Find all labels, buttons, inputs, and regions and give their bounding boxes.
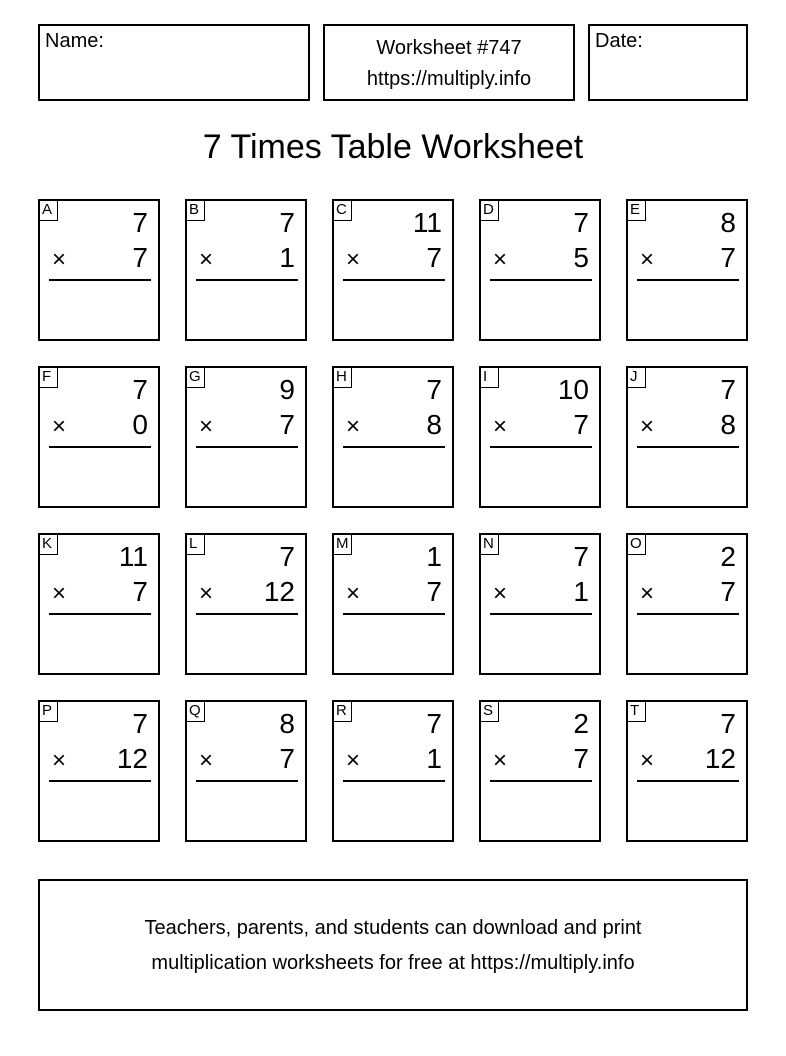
answer-line	[49, 446, 151, 448]
problem-card-e	[626, 199, 748, 341]
answer-line	[49, 780, 151, 782]
problem-card-q	[185, 700, 307, 842]
problem-letter: G	[187, 368, 205, 388]
problem-letter: L	[187, 535, 205, 555]
multiplicand: 7	[426, 708, 442, 739]
multiplicand: 1	[426, 541, 442, 572]
multiplier: 1	[279, 242, 295, 273]
problem-letter: R	[334, 702, 352, 722]
multiplicand: 8	[720, 207, 736, 238]
date-field-box	[588, 24, 748, 101]
multiplier: 7	[132, 242, 148, 273]
multiplicand: 2	[573, 708, 589, 739]
times-sign: ×	[640, 747, 655, 774]
problem-card-t	[626, 700, 748, 842]
name-field-box	[38, 24, 310, 101]
answer-line	[49, 613, 151, 615]
problem-card-k	[38, 533, 160, 675]
times-sign: ×	[493, 413, 508, 440]
problem-letter: K	[40, 535, 58, 555]
multiplicand: 11	[412, 207, 442, 238]
answer-line	[637, 613, 739, 615]
times-sign: ×	[493, 246, 508, 273]
multiplier: 7	[426, 576, 442, 607]
problem-card-b	[185, 199, 307, 341]
multiplier: 7	[426, 242, 442, 273]
multiplier: 12	[704, 743, 736, 774]
answer-line	[490, 446, 592, 448]
footer-line-1: Teachers, parents, and students can download and print	[144, 917, 642, 939]
answer-line	[490, 279, 592, 281]
worksheet-info-box	[323, 24, 575, 101]
times-sign: ×	[640, 413, 655, 440]
problem-card-c	[332, 199, 454, 341]
multiplier: 7	[573, 743, 589, 774]
answer-line	[490, 780, 592, 782]
problem-card-m	[332, 533, 454, 675]
times-sign: ×	[199, 413, 214, 440]
answer-line	[637, 446, 739, 448]
multiplicand: 9	[279, 374, 295, 405]
answer-line	[196, 780, 298, 782]
answer-line	[490, 613, 592, 615]
footer-box	[38, 879, 748, 1011]
multiplier: 7	[132, 576, 148, 607]
problem-letter: O	[628, 535, 646, 555]
multiplier: 12	[263, 576, 295, 607]
multiplier: 1	[426, 743, 442, 774]
times-sign: ×	[493, 580, 508, 607]
times-sign: ×	[640, 580, 655, 607]
answer-line	[196, 613, 298, 615]
multiplier: 7	[279, 409, 295, 440]
times-sign: ×	[346, 246, 361, 273]
problem-card-n	[479, 533, 601, 675]
multiplicand: 7	[132, 374, 148, 405]
problem-letter: E	[628, 201, 646, 221]
answer-line	[343, 780, 445, 782]
multiplier: 5	[573, 242, 589, 273]
multiplicand: 11	[118, 541, 148, 572]
multiplier: 7	[573, 409, 589, 440]
multiplicand: 7	[132, 207, 148, 238]
multiplicand: 2	[720, 541, 736, 572]
problem-card-f	[38, 366, 160, 508]
answer-line	[343, 446, 445, 448]
multiplier: 0	[132, 409, 148, 440]
multiplicand: 10	[557, 374, 589, 405]
problem-letter: N	[481, 535, 499, 555]
times-sign: ×	[493, 747, 508, 774]
multiplicand: 8	[279, 708, 295, 739]
times-sign: ×	[346, 413, 361, 440]
page-title: 7 Times Table Worksheet	[202, 128, 584, 166]
answer-line	[343, 279, 445, 281]
problem-card-d	[479, 199, 601, 341]
date-label: Date:	[595, 30, 643, 52]
problem-letter: S	[481, 702, 499, 722]
problem-card-j	[626, 366, 748, 508]
problem-letter: F	[40, 368, 58, 388]
footer-line-2: multiplication worksheets for free at https://multiply.info	[151, 952, 635, 974]
problem-card-i	[479, 366, 601, 508]
multiplicand: 7	[132, 708, 148, 739]
multiplier: 7	[279, 743, 295, 774]
problem-letter: C	[334, 201, 352, 221]
times-sign: ×	[346, 580, 361, 607]
multiplicand: 7	[573, 207, 589, 238]
times-sign: ×	[52, 246, 67, 273]
multiplicand: 7	[426, 374, 442, 405]
times-sign: ×	[199, 580, 214, 607]
site-url: https://multiply.info	[366, 68, 532, 90]
times-sign: ×	[199, 747, 214, 774]
times-sign: ×	[346, 747, 361, 774]
answer-line	[343, 613, 445, 615]
answer-line	[196, 446, 298, 448]
problem-card-s	[479, 700, 601, 842]
problem-letter: D	[481, 201, 499, 221]
multiplicand: 7	[573, 541, 589, 572]
problem-letter: Q	[187, 702, 205, 722]
problem-letter: B	[187, 201, 205, 221]
multiplier: 12	[116, 743, 148, 774]
problem-letter: T	[628, 702, 646, 722]
problem-letter: I	[481, 368, 499, 388]
problem-card-g	[185, 366, 307, 508]
multiplier: 7	[720, 242, 736, 273]
times-sign: ×	[52, 413, 67, 440]
times-sign: ×	[52, 580, 67, 607]
times-sign: ×	[52, 747, 67, 774]
multiplier: 7	[720, 576, 736, 607]
multiplier: 1	[573, 576, 589, 607]
multiplier: 8	[426, 409, 442, 440]
multiplicand: 7	[279, 207, 295, 238]
problem-card-p	[38, 700, 160, 842]
problem-card-h	[332, 366, 454, 508]
problem-card-o	[626, 533, 748, 675]
problem-letter: A	[40, 201, 58, 221]
multiplicand: 7	[720, 708, 736, 739]
problem-letter: H	[334, 368, 352, 388]
problem-card-r	[332, 700, 454, 842]
name-label: Name:	[45, 30, 104, 52]
problem-letter: P	[40, 702, 58, 722]
multiplicand: 7	[279, 541, 295, 572]
times-sign: ×	[640, 246, 655, 273]
multiplier: 8	[720, 409, 736, 440]
times-sign: ×	[199, 246, 214, 273]
worksheet-number: Worksheet #747	[376, 37, 522, 59]
answer-line	[637, 780, 739, 782]
answer-line	[637, 279, 739, 281]
multiplicand: 7	[720, 374, 736, 405]
problem-card-a	[38, 199, 160, 341]
problem-card-l	[185, 533, 307, 675]
problem-letter: J	[628, 368, 646, 388]
answer-line	[196, 279, 298, 281]
answer-line	[49, 279, 151, 281]
problem-letter: M	[334, 535, 352, 555]
